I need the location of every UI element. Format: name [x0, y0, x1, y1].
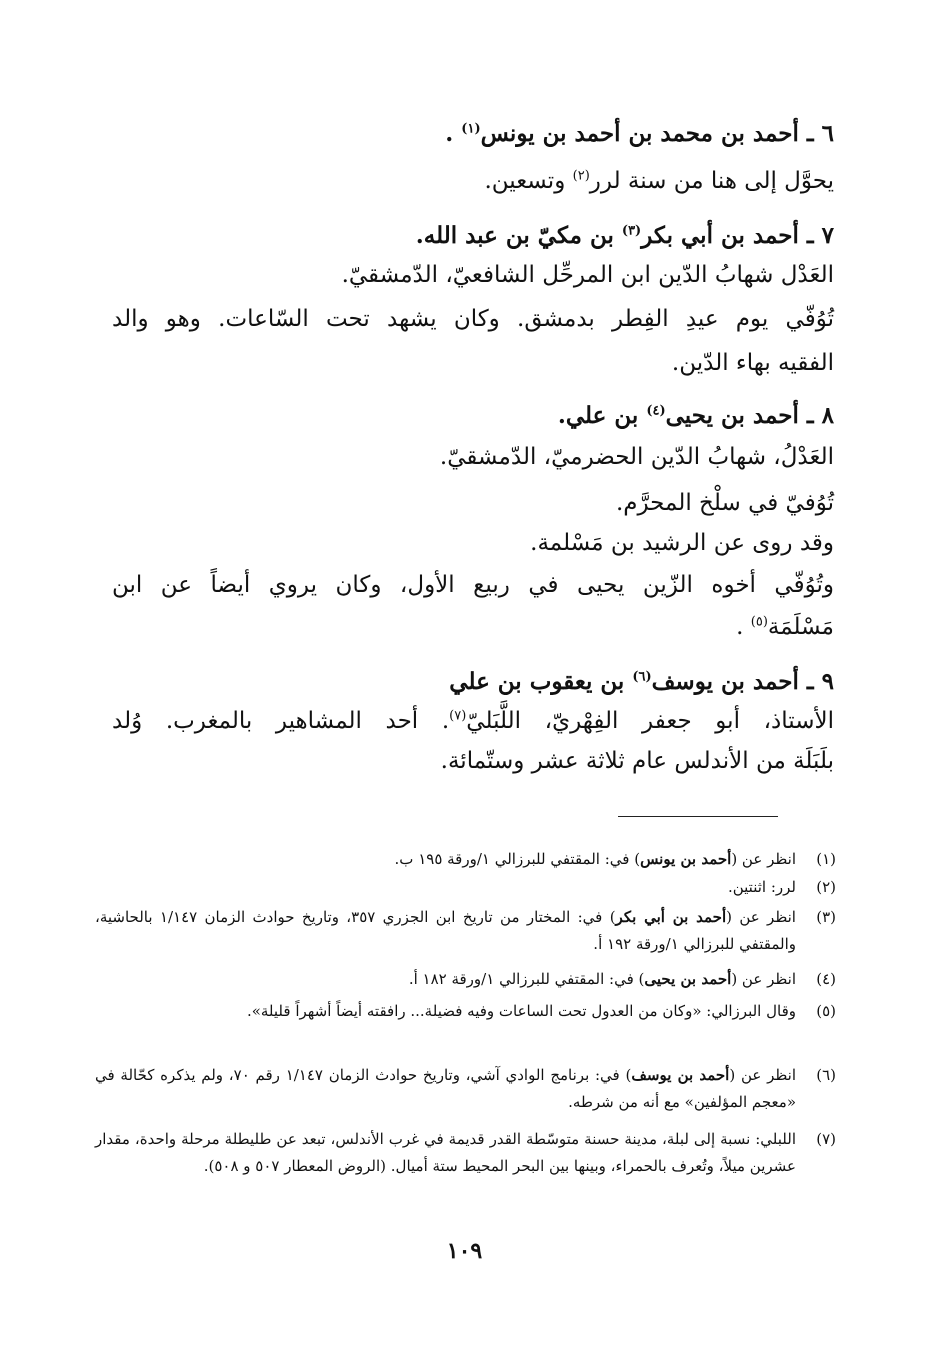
- entry-7-line-3: الفقيه بهاء الدّين.: [671, 350, 834, 376]
- entry-7-heading: [416, 222, 834, 250]
- footnote-subject: أحمد بن يوسف: [631, 1066, 730, 1084]
- footnote-number: (٣): [816, 908, 836, 926]
- footnote-text: لرر: اثنتين.: [727, 878, 796, 896]
- footnote-ref[interactable]: (٤): [646, 403, 666, 419]
- entry-number: ٨ ـ: [806, 402, 834, 429]
- entry-8-line-3: وقد روى عن الرشيد بن مَسْلمة.: [530, 530, 834, 556]
- footnote-text: اللبلي: نسبة إلى لبلة، مدينة حسنة متوسّطة القدر قديمة في غرب الأندلس، تبعد عن طليطلة مرحلة واحدة، مقدار عشرين ميلاً، وتُعرف بالحمراء، وبينها بين البحر المحيط ستة أميال. (الروض المعطار ٥٠٧ و ٥٠٨).: [95, 1130, 796, 1175]
- entry-6-text: [484, 168, 834, 196]
- entry-8-line-2: تُوُفيّ في سلْخ المحرَّم.: [615, 490, 834, 516]
- footnote-4: [95, 966, 836, 993]
- footnote-2: [95, 874, 836, 901]
- footnote-subject: أحمد بن يحيى: [644, 970, 732, 988]
- footnote-text: انظر عن (: [731, 970, 796, 988]
- footnote-ref[interactable]: (١): [461, 121, 481, 137]
- entry-9-line-1: [112, 708, 834, 736]
- entry-7-line-1: العَدْل شهابُ الدّين ابن المرحِّل الشافعيّ، الدّمشقيّ.: [341, 262, 834, 288]
- footnote-text: انظر عن (: [729, 1066, 797, 1084]
- footnote-text: انظر عن (: [726, 908, 796, 926]
- footnote-separator: [618, 816, 778, 817]
- entry-name: أحمد بن أبي بكر: [641, 222, 799, 249]
- entry-8-line-4: وتُوُفّي أخوه الزّين يحيى في ربيع الأول، وكان يروي أيضاً عن ابن: [112, 572, 834, 598]
- footnote-text: ) في: برنامج الوادي آشي، وتاريخ حوادث الزمان ١/١٤٧ رقم ٧٠، ولم يذكره كحّالة في «معجم المؤلفين» مع أنه من شرطه.: [95, 1066, 796, 1111]
- footnote-3: [95, 904, 836, 958]
- footnote-ref[interactable]: (٣): [621, 223, 642, 239]
- entry-text: . أحد المشاهير بالمغرب. وُلد: [112, 708, 450, 734]
- footnote-ref[interactable]: (٥): [750, 614, 768, 630]
- footnote-text: وقال البرزالي: «وكان من العدول تحت الساعات وفيه فضيلة... رافقته أيضاً أشهراً قليلة».: [246, 1002, 796, 1020]
- entry-8-heading: [558, 402, 834, 430]
- entry-name-cont: بن مكيّ بن عبد الله.: [415, 222, 614, 249]
- footnote-number: (٧): [816, 1130, 836, 1148]
- entry-number: ٩ ـ: [806, 668, 834, 695]
- footnote-5: [95, 998, 836, 1025]
- entry-name-cont: بن يعقوب بن علي: [449, 668, 625, 695]
- entry-name-cont: بن علي.: [557, 402, 639, 429]
- entry-number: ٧ ـ: [806, 222, 834, 249]
- entry-name: أحمد بن محمد بن أحمد بن يونس: [480, 120, 799, 147]
- footnote-text: ) في: المقتفي للبرزالي ١/ورقة ١٨٢ أ.: [408, 970, 645, 988]
- entry-name: أحمد بن يحيى: [665, 402, 799, 429]
- footnote-number: (٤): [816, 970, 836, 988]
- entry-text: يحوَّل إلى هنا من سنة لرر: [589, 168, 834, 194]
- footnote-number: (٢): [816, 878, 836, 896]
- entry-7-line-2: تُوُفّي يوم عيدِ الفِطر بدمشق. وكان يشهد تحت السّاعات. وهو والد: [112, 306, 834, 332]
- entry-text: الأستاذ، أبو جعفر الفِهْريّ، اللَّبَليّ: [466, 708, 834, 734]
- footnote-text: ) في: المختار من تاريخ ابن الجزري ٣٥٧، وتاريخ حوادث الزمان ١/١٤٧ بالحاشية، والمقتفي للبرزالي ١/ورقة ١٩٢ أ.: [95, 908, 796, 953]
- heading-end: .: [445, 120, 454, 147]
- line-end: .: [736, 614, 744, 640]
- footnote-number: (٥): [816, 1002, 836, 1020]
- footnote-text: ) في: المقتفي للبرزالي ١/ورقة ١٩٥ ب.: [394, 850, 641, 868]
- page-number: ١٠٩: [446, 1238, 483, 1264]
- entry-text: وتسعين.: [484, 168, 566, 194]
- entry-number: ٦ ـ: [806, 120, 834, 147]
- entry-6-heading: [445, 120, 834, 148]
- footnote-text: انظر عن (: [731, 850, 796, 868]
- footnote-6: [95, 1062, 836, 1116]
- footnote-number: (٦): [816, 1066, 836, 1084]
- footnote-1: [95, 846, 836, 873]
- entry-9-heading: [449, 668, 834, 696]
- entry-text: مَسْلَمَة: [767, 614, 834, 640]
- entry-9-line-2: بلَبَلَة من الأندلس عام ثلاثة عشر وستّمائة.: [440, 748, 834, 774]
- footnote-7: [95, 1126, 836, 1180]
- footnote-subject: أحمد بن يونس: [640, 850, 732, 868]
- footnote-number: (١): [816, 850, 836, 868]
- entry-name: أحمد بن يوسف: [651, 668, 799, 695]
- footnote-subject: أحمد بن أبي بكر: [615, 908, 727, 926]
- footnote-ref[interactable]: (٧): [449, 708, 467, 724]
- entry-8-line-1: العَدْلُ، شهابُ الدّين الحضرميّ، الدّمشقيّ.: [439, 444, 834, 470]
- footnote-ref[interactable]: (٢): [572, 168, 590, 184]
- footnote-ref[interactable]: (٦): [632, 669, 652, 685]
- entry-8-line-5: [736, 614, 834, 642]
